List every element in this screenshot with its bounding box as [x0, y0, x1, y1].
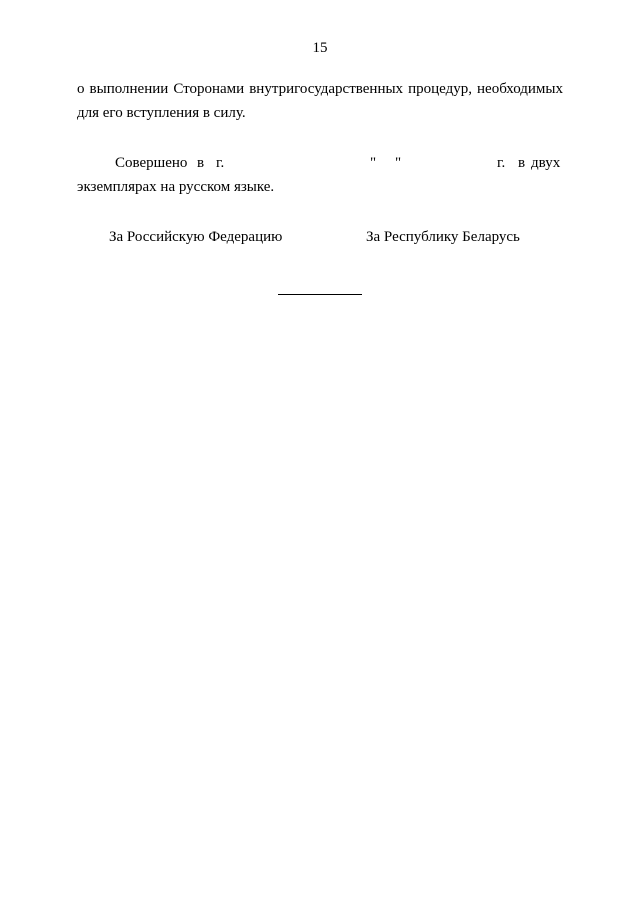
done-word: Совершено — [115, 155, 188, 171]
signature-block — [0, 225, 640, 249]
paragraph-line: о выполнении Сторонами внутригосударственных процедур, необходимых — [77, 81, 563, 97]
page-number: 15 — [312, 40, 328, 56]
done-at-line — [77, 151, 563, 175]
quote-close: " — [395, 155, 402, 171]
signature-russia: За Российскую Федерацию — [109, 229, 283, 245]
in-word-2: в — [518, 155, 526, 171]
year-abbr: г. — [497, 155, 506, 171]
end-divider-line — [278, 294, 362, 295]
city-abbr: г. — [216, 155, 225, 171]
paragraph-done-at — [77, 151, 563, 199]
signature-belarus: За Республику Беларусь — [366, 229, 520, 245]
paragraph-line: экземплярах на русском языке. — [77, 179, 275, 195]
in-word: в — [197, 155, 205, 171]
paragraph-entry-into-force — [77, 77, 563, 125]
quote-open: " — [370, 155, 377, 171]
two-word: двух — [531, 155, 561, 171]
paragraph-line: для его вступления в силу. — [77, 105, 246, 121]
